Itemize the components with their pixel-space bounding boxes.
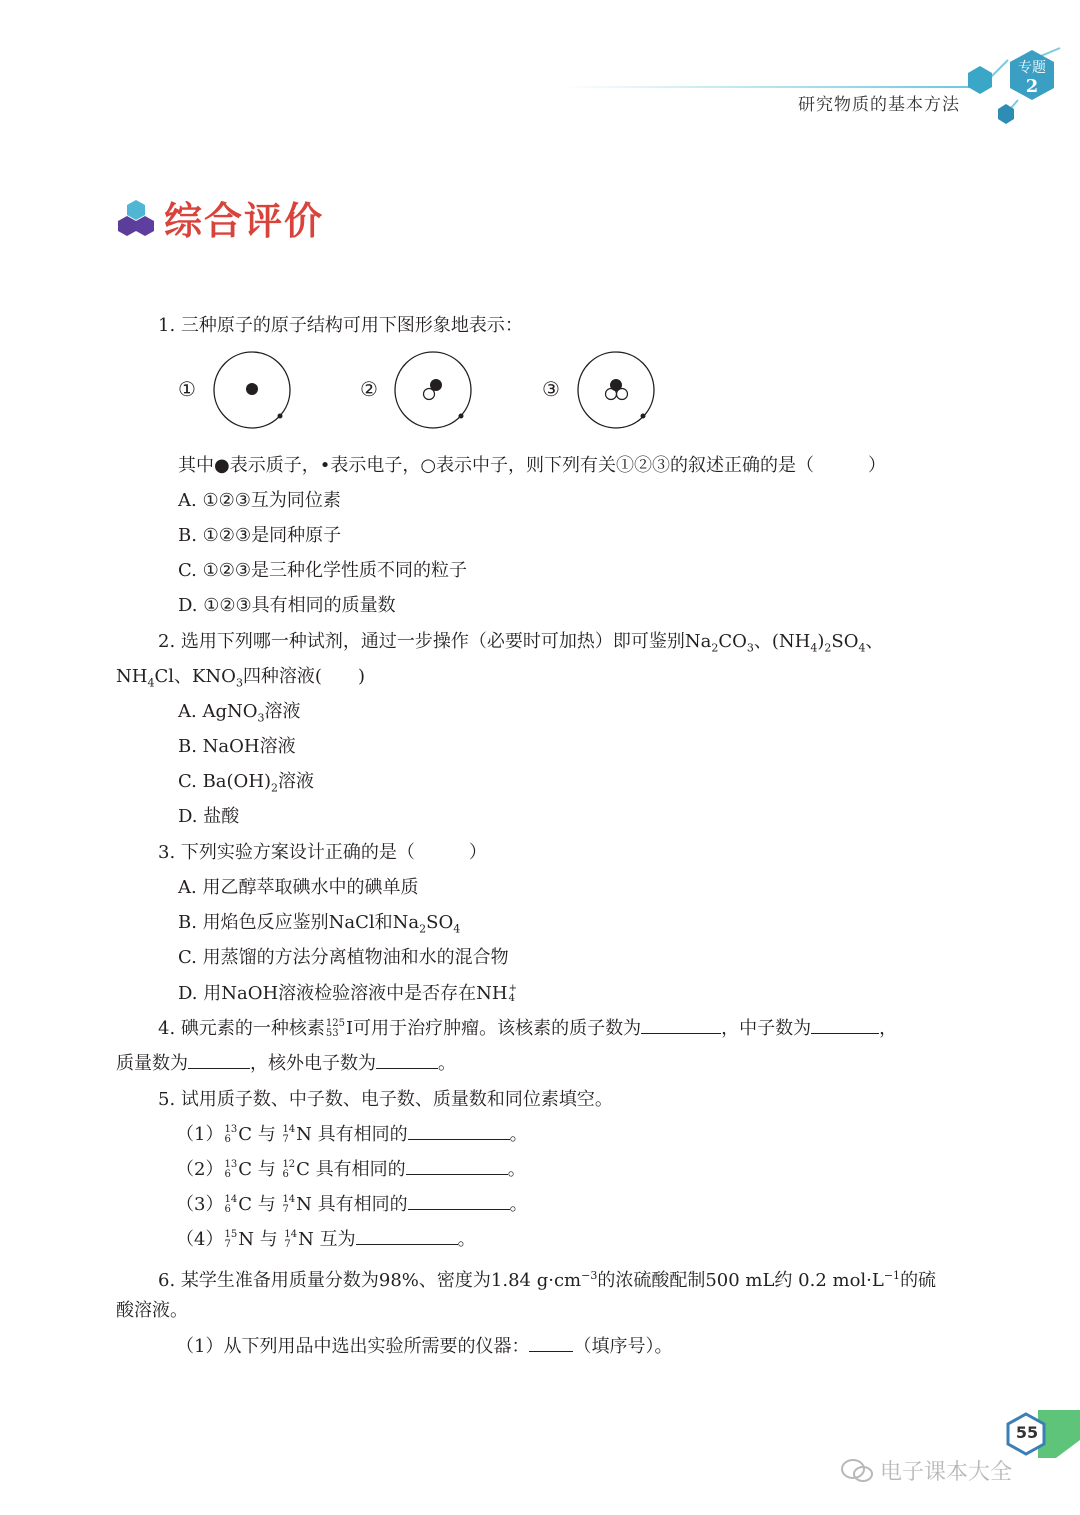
q1-legend-proton: 表示质子， [229, 455, 320, 476]
watermark [840, 1455, 1012, 1486]
proton-count-blank[interactable] [641, 1017, 721, 1034]
q3-option-a: A. 用乙醇萃取碘水中的碘单质 [178, 877, 419, 898]
q2-option-c-text: C. Ba(OH) [178, 771, 272, 792]
atomic-number: 6 [224, 1134, 231, 1145]
atom-3-proton [610, 379, 622, 391]
q2-option-c-tail: 溶液 [278, 771, 315, 792]
q5-item-number: （2） [176, 1159, 224, 1180]
chapter-title: 研究物质的基本方法 [798, 95, 960, 115]
answer-blank[interactable] [406, 1158, 508, 1175]
q1-option-d: D. ①②③具有相同的质量数 [178, 595, 396, 616]
q1-legend-electron: 表示电子， [330, 455, 421, 476]
q3-option-d [178, 982, 518, 1006]
atomic-number: 7 [284, 1239, 291, 1250]
q1-legend-prefix: 其中 [178, 455, 214, 476]
answer-blank[interactable] [408, 1193, 510, 1210]
atomic-number: 6 [282, 1169, 289, 1180]
q4-text-e: 质量数为 [116, 1053, 188, 1074]
atom-2-proton [430, 379, 442, 391]
cubes-icon [116, 198, 156, 238]
atomic-number: 6 [224, 1204, 231, 1215]
q2-stem-line2: $NH_4Cl$、$KNO_3$四种溶液( ) [116, 666, 365, 690]
answer-blank[interactable] [408, 1123, 510, 1140]
mass-number-blank[interactable] [188, 1052, 250, 1069]
atom-label-1: ① [178, 377, 196, 401]
q2-text-i: 四种溶液( ) [242, 666, 365, 687]
q5-item-number: （1） [176, 1124, 224, 1145]
q6-text-b: 的浓硫酸配制500 mL约 0.2 mol·L [597, 1270, 884, 1291]
atom-diagrams [176, 348, 696, 432]
q4-text-f: ，核外电子数为 [250, 1053, 376, 1074]
mass-number: 14 [282, 1194, 296, 1205]
ammonium-charge: + 4 [508, 983, 518, 1004]
q3-option-b-so: SO [426, 912, 454, 933]
q2-option-b: B. NaOH溶液 [178, 736, 296, 757]
section-heading [116, 190, 324, 245]
header-rule [560, 86, 980, 88]
q2-text-h: Cl、KNO [154, 666, 236, 687]
q1-legend-neutron: 表示中子，则下列有关①②③的叙述正确的是（ ） [436, 455, 887, 476]
q4-text-g: 。 [438, 1053, 456, 1074]
q5-item-3 [176, 1193, 528, 1217]
q5-stem: 5. 试用质子数、中子数、电子数、质量数和同位素填空。 [158, 1089, 613, 1110]
q5-join: 与 [257, 1194, 276, 1215]
q1-option-b: B. ①②③是同种原子 [178, 525, 342, 546]
q2-option-d: D. 盐酸 [178, 806, 240, 827]
atom-1-proton [246, 383, 258, 395]
q4-text-d: ， [879, 1018, 898, 1039]
q4-text-c: ，中子数为 [721, 1018, 812, 1039]
mass-number: 14 [282, 1124, 296, 1135]
atom-3-electron [641, 414, 646, 419]
q6-text-a: 6. 某学生准备用质量分数为98%、密度为1.84 g·cm [158, 1270, 582, 1291]
element-symbol: C [238, 1124, 252, 1145]
element-symbol: C [238, 1194, 252, 1215]
element-symbol: C [238, 1159, 252, 1180]
nuclide-numbers [224, 1195, 237, 1215]
q2-text-e: SO [831, 631, 859, 652]
q2-text-c: 、(NH [753, 631, 811, 652]
mass-number: 14 [284, 1229, 298, 1240]
nuclide-numbers [282, 1160, 295, 1180]
atomic-number: 6 [224, 1169, 231, 1180]
iodine-mass-number: 125 [325, 1018, 345, 1029]
iodine-symbol: I [346, 1018, 354, 1039]
q3-option-d-text: D. 用NaOH溶液检验溶液中是否存在NH [178, 983, 508, 1004]
q5-end: 。 [509, 1124, 528, 1145]
q4-text-b: 可用于治疗肿瘤。该核素的质子数为 [353, 1018, 642, 1039]
nuclide-numbers [284, 1230, 297, 1250]
q2-text-d: ) [817, 631, 825, 652]
proton-symbol-icon: ● [214, 455, 230, 476]
element-symbol: C [296, 1159, 310, 1180]
atomic-number: 7 [282, 1204, 289, 1215]
q5-item-number: （4） [176, 1229, 224, 1250]
q2-option-a-tail: 溶液 [264, 701, 301, 722]
q2-option-a-text: A. AgNO [178, 701, 258, 722]
q6-line1: 6. 某学生准备用质量分数为98%、密度为1.84 $g\cdot cm^{-3}$的浓硫酸配制500 mL约 0.2 $mol\cdot L^{-1}$的硫 [158, 1269, 937, 1291]
q3-option-c: C. 用蒸馏的方法分离植物油和水的混合物 [178, 947, 509, 968]
q6-text-c: 的硫 [900, 1270, 937, 1291]
nuclide-numbers [224, 1160, 237, 1180]
neutron-symbol-icon: ○ [420, 455, 437, 476]
q4-line1 [158, 1017, 897, 1041]
wechat-icon [840, 1458, 874, 1484]
watermark-text: 电子课本大全 [880, 1460, 1013, 1485]
q5-end: 。 [457, 1229, 476, 1250]
q4-line2 [116, 1052, 456, 1076]
atom-label-3: ③ [542, 377, 560, 401]
instrument-blank[interactable] [529, 1335, 573, 1352]
atomic-number: 7 [282, 1134, 289, 1145]
q5-tail: 具有相同的 [317, 1194, 408, 1215]
element-symbol: N [296, 1194, 312, 1215]
q5-item-4 [176, 1228, 476, 1252]
q2-text-a: 2. 选用下列哪一种试剂，通过一步操作（必要时可加热）即可鉴别Na [158, 631, 712, 652]
q5-end: 。 [509, 1194, 528, 1215]
q5-item-1 [176, 1123, 528, 1147]
mass-number: 15 [224, 1229, 238, 1240]
atom-1-electron [278, 414, 283, 419]
mass-number: 13 [224, 1159, 238, 1170]
element-symbol: N [298, 1229, 314, 1250]
q5-tail: 具有相同的 [315, 1159, 406, 1180]
q2-text-f: 、 [865, 631, 884, 652]
mass-number: 13 [224, 1124, 238, 1135]
atom-2-neutron [424, 389, 435, 400]
q2-option-c: C. $Ba(OH)_2$溶液 [178, 771, 315, 795]
electron-count-blank[interactable] [376, 1052, 438, 1069]
q5-join: 与 [259, 1229, 278, 1250]
q5-tail: 具有相同的 [317, 1124, 408, 1145]
topic-label: 专题 [1018, 60, 1046, 76]
q1-stem: 1. 三种原子的原子结构可用下图形象地表示： [158, 315, 523, 336]
element-symbol: N [238, 1229, 254, 1250]
q3-option-b-text: B. 用焰色反应鉴别NaCl和Na [178, 912, 420, 933]
hexagon-decoration-icon [950, 40, 1070, 140]
atom-2-electron [459, 414, 464, 419]
nuclide-numbers [282, 1125, 295, 1145]
nuclide-numbers [224, 1125, 237, 1145]
atomic-number: 7 [224, 1239, 231, 1250]
electron-symbol-icon: • [319, 455, 331, 476]
q2-option-a: A. AgNO$_3$溶液 [178, 701, 301, 725]
mass-number: 14 [224, 1194, 238, 1205]
mass-number: 12 [282, 1159, 296, 1170]
q1-option-a: A. ①②③互为同位素 [178, 490, 341, 511]
q1-option-c: C. ①②③是三种化学性质不同的粒子 [178, 560, 467, 581]
iodine-isotope-numbers [326, 1019, 345, 1039]
q6-line2: 酸溶液。 [116, 1300, 188, 1321]
iodine-atomic-number: 53 [325, 1028, 339, 1039]
nuclide-numbers [282, 1195, 295, 1215]
q5-join: 与 [257, 1159, 276, 1180]
q5-tail: 互为 [319, 1229, 356, 1250]
answer-blank[interactable] [356, 1228, 458, 1245]
neutron-count-blank[interactable] [811, 1017, 879, 1034]
q5-join: 与 [257, 1124, 276, 1145]
q1-legend [178, 454, 886, 478]
atom-label-2: ② [360, 377, 378, 401]
q4-text-a: 4. 碘元素的一种核素 [158, 1018, 325, 1039]
q3-option-b: B. 用焰色反应鉴别NaCl和$Na_2SO_4$ [178, 912, 461, 936]
section-title: 综合评价 [164, 199, 325, 243]
q2-stem-line1: 2. 选用下列哪一种试剂，通过一步操作（必要时可加热）即可鉴别$Na_2CO_3$、$(NH_4)_2SO_4$、 [158, 631, 884, 655]
q3-stem: 3. 下列实验方案设计正确的是（ ） [158, 842, 487, 863]
q2-text-b: CO [718, 631, 747, 652]
q6-sub1 [176, 1335, 672, 1359]
q5-item-2 [176, 1158, 526, 1182]
q5-end: 。 [507, 1159, 526, 1180]
element-symbol: N [296, 1124, 312, 1145]
nuclide-numbers [224, 1230, 237, 1250]
q6-sub1-tail: （填序号）。 [573, 1336, 673, 1357]
topic-number: 2 [1025, 76, 1039, 97]
q6-sub1-text: （1）从下列用品中选出实验所需要的仪器： [176, 1336, 530, 1357]
q5-item-number: （3） [176, 1194, 224, 1215]
page-number: 55 [1015, 1423, 1039, 1442]
q2-text-g: NH [116, 666, 148, 687]
